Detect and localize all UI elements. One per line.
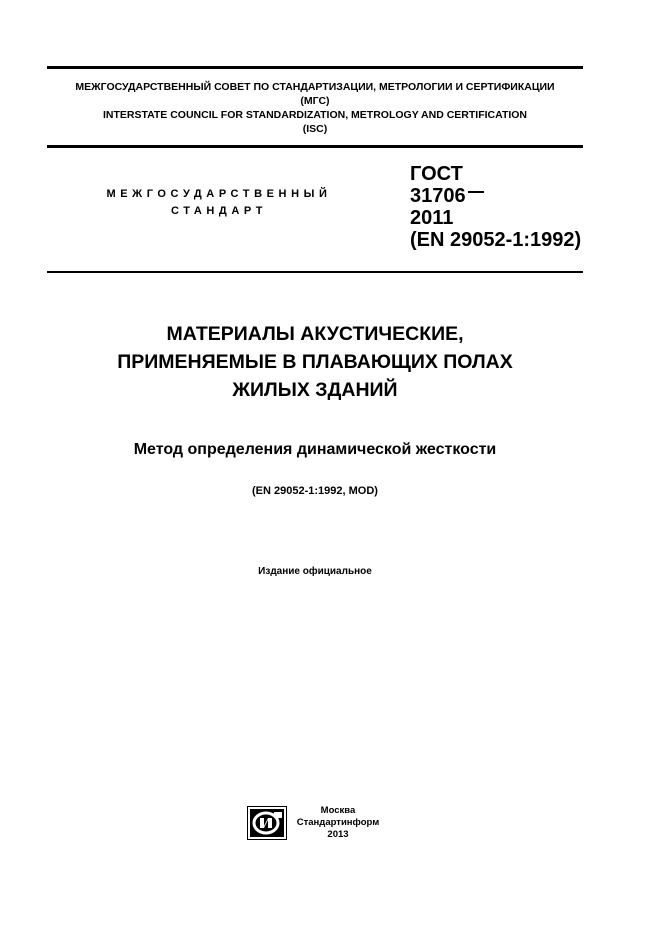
gost-year: 2011 [410, 207, 454, 229]
publisher-year: 2013 [327, 829, 349, 840]
council-abbr-ru: (МГС) [300, 95, 330, 107]
gost-number-line [410, 185, 581, 207]
top-divider [47, 66, 583, 69]
standard-kind-line1: МЕЖГОСУДАРСТВЕННЫЙ [106, 188, 332, 200]
gost-designation [410, 163, 581, 251]
modification-note: (EN 29052-1:1992, MOD) [252, 485, 378, 497]
publisher-imprint [290, 805, 386, 841]
council-name-en: INTERSTATE COUNCIL FOR STANDARDIZATION, METROLOGY AND CERTIFICATION [102, 109, 528, 121]
bottom-divider [47, 271, 583, 273]
gost-equivalent: (EN 29052-1:1992) [410, 229, 582, 251]
council-abbr-en: (ISC) [302, 123, 328, 135]
title-line-2: ПРИМЕНЯЕМЫЕ В ПЛАВАЮЩИХ ПОЛАХ [117, 351, 513, 373]
title-line-1: МАТЕРИАЛЫ АКУСТИЧЕСКИЕ, [166, 323, 464, 345]
gost-label: ГОСТ [410, 163, 463, 185]
middle-divider [47, 145, 583, 148]
gost-number: 31706 [410, 185, 466, 207]
gost-dash [468, 191, 484, 193]
document-title [47, 320, 583, 404]
standartinform-logo-icon [247, 806, 287, 840]
council-header [47, 80, 583, 136]
edition-note: Издание официальное [258, 566, 372, 577]
document-subtitle: Метод определения динамической жесткости [133, 441, 497, 458]
publisher-name: Стандартинформ [296, 817, 380, 828]
council-name-ru: МЕЖГОСУДАРСТВЕННЫЙ СОВЕТ ПО СТАНДАРТИЗАЦИИ, МЕТРОЛОГИИ И СЕРТИФИКАЦИИ [75, 81, 555, 93]
standard-kind-line2: СТАНДАРТ [170, 205, 268, 217]
publisher-city: Москва [320, 805, 356, 816]
title-line-3: ЖИЛЫХ ЗДАНИЙ [232, 379, 398, 401]
standard-kind [96, 186, 342, 220]
